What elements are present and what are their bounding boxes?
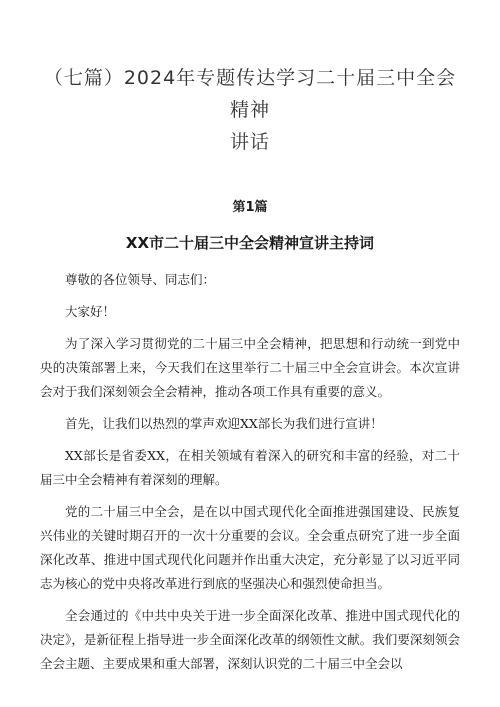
paragraph-decision: 全会通过的《中共中央关于进一步全面深化改革、推进中国式现代化的决定》，是新征程上指导进一步全面深化改革的纲领性文献。我们要深刻领会全会主题、主要成果和重大部署，深刻认识党的二十届三中全会以 [40,608,460,671]
part-label: 第1篇 [232,200,268,215]
paragraph-greeting: 大家好！ [65,304,116,319]
document-title-line-2: 讲话 [229,131,270,153]
paragraph-welcome: 首先，让我们以热烈的掌声欢迎XX部长为我们进行宣讲！ [65,416,383,431]
section-title: XX市二十届三中全会精神宣讲主持词 [125,234,375,252]
paragraph-salutation: 尊敬的各位领导、同志们： [65,272,216,287]
paragraph-intro: 为了深入学习贯彻党的二十届三中全会精神，把思想和行动统一到党中央的决策部署上来，今天我们在这里举行二十届三中全会宣讲会。本次宣讲会对于我们深刻领会全会精神，推动各项工作具有重要的意义。 [40,336,460,399]
paragraph-speaker: XX部长是省委XX，在相关领域有着深入的研究和丰富的经验，对二十届三中全会精神有着深刻的理解。 [40,448,460,487]
paragraph-plenum: 党的二十届三中全会，是在以中国式现代化全面推进强国建设、民族复兴伟业的关键时期召开的一次十分重要的会议。全会重点研究了进一步全面深化改革、推进中国式现代化问题并作出重大决定，充分彰显了以习近平同志为核心的党中央将改革进行到底的坚强决心和强烈使命担当。 [40,504,460,591]
document-title-line-1: （七篇）2024年专题传达学习二十届三中全会精神 [43,67,457,121]
document-title [40,62,460,158]
